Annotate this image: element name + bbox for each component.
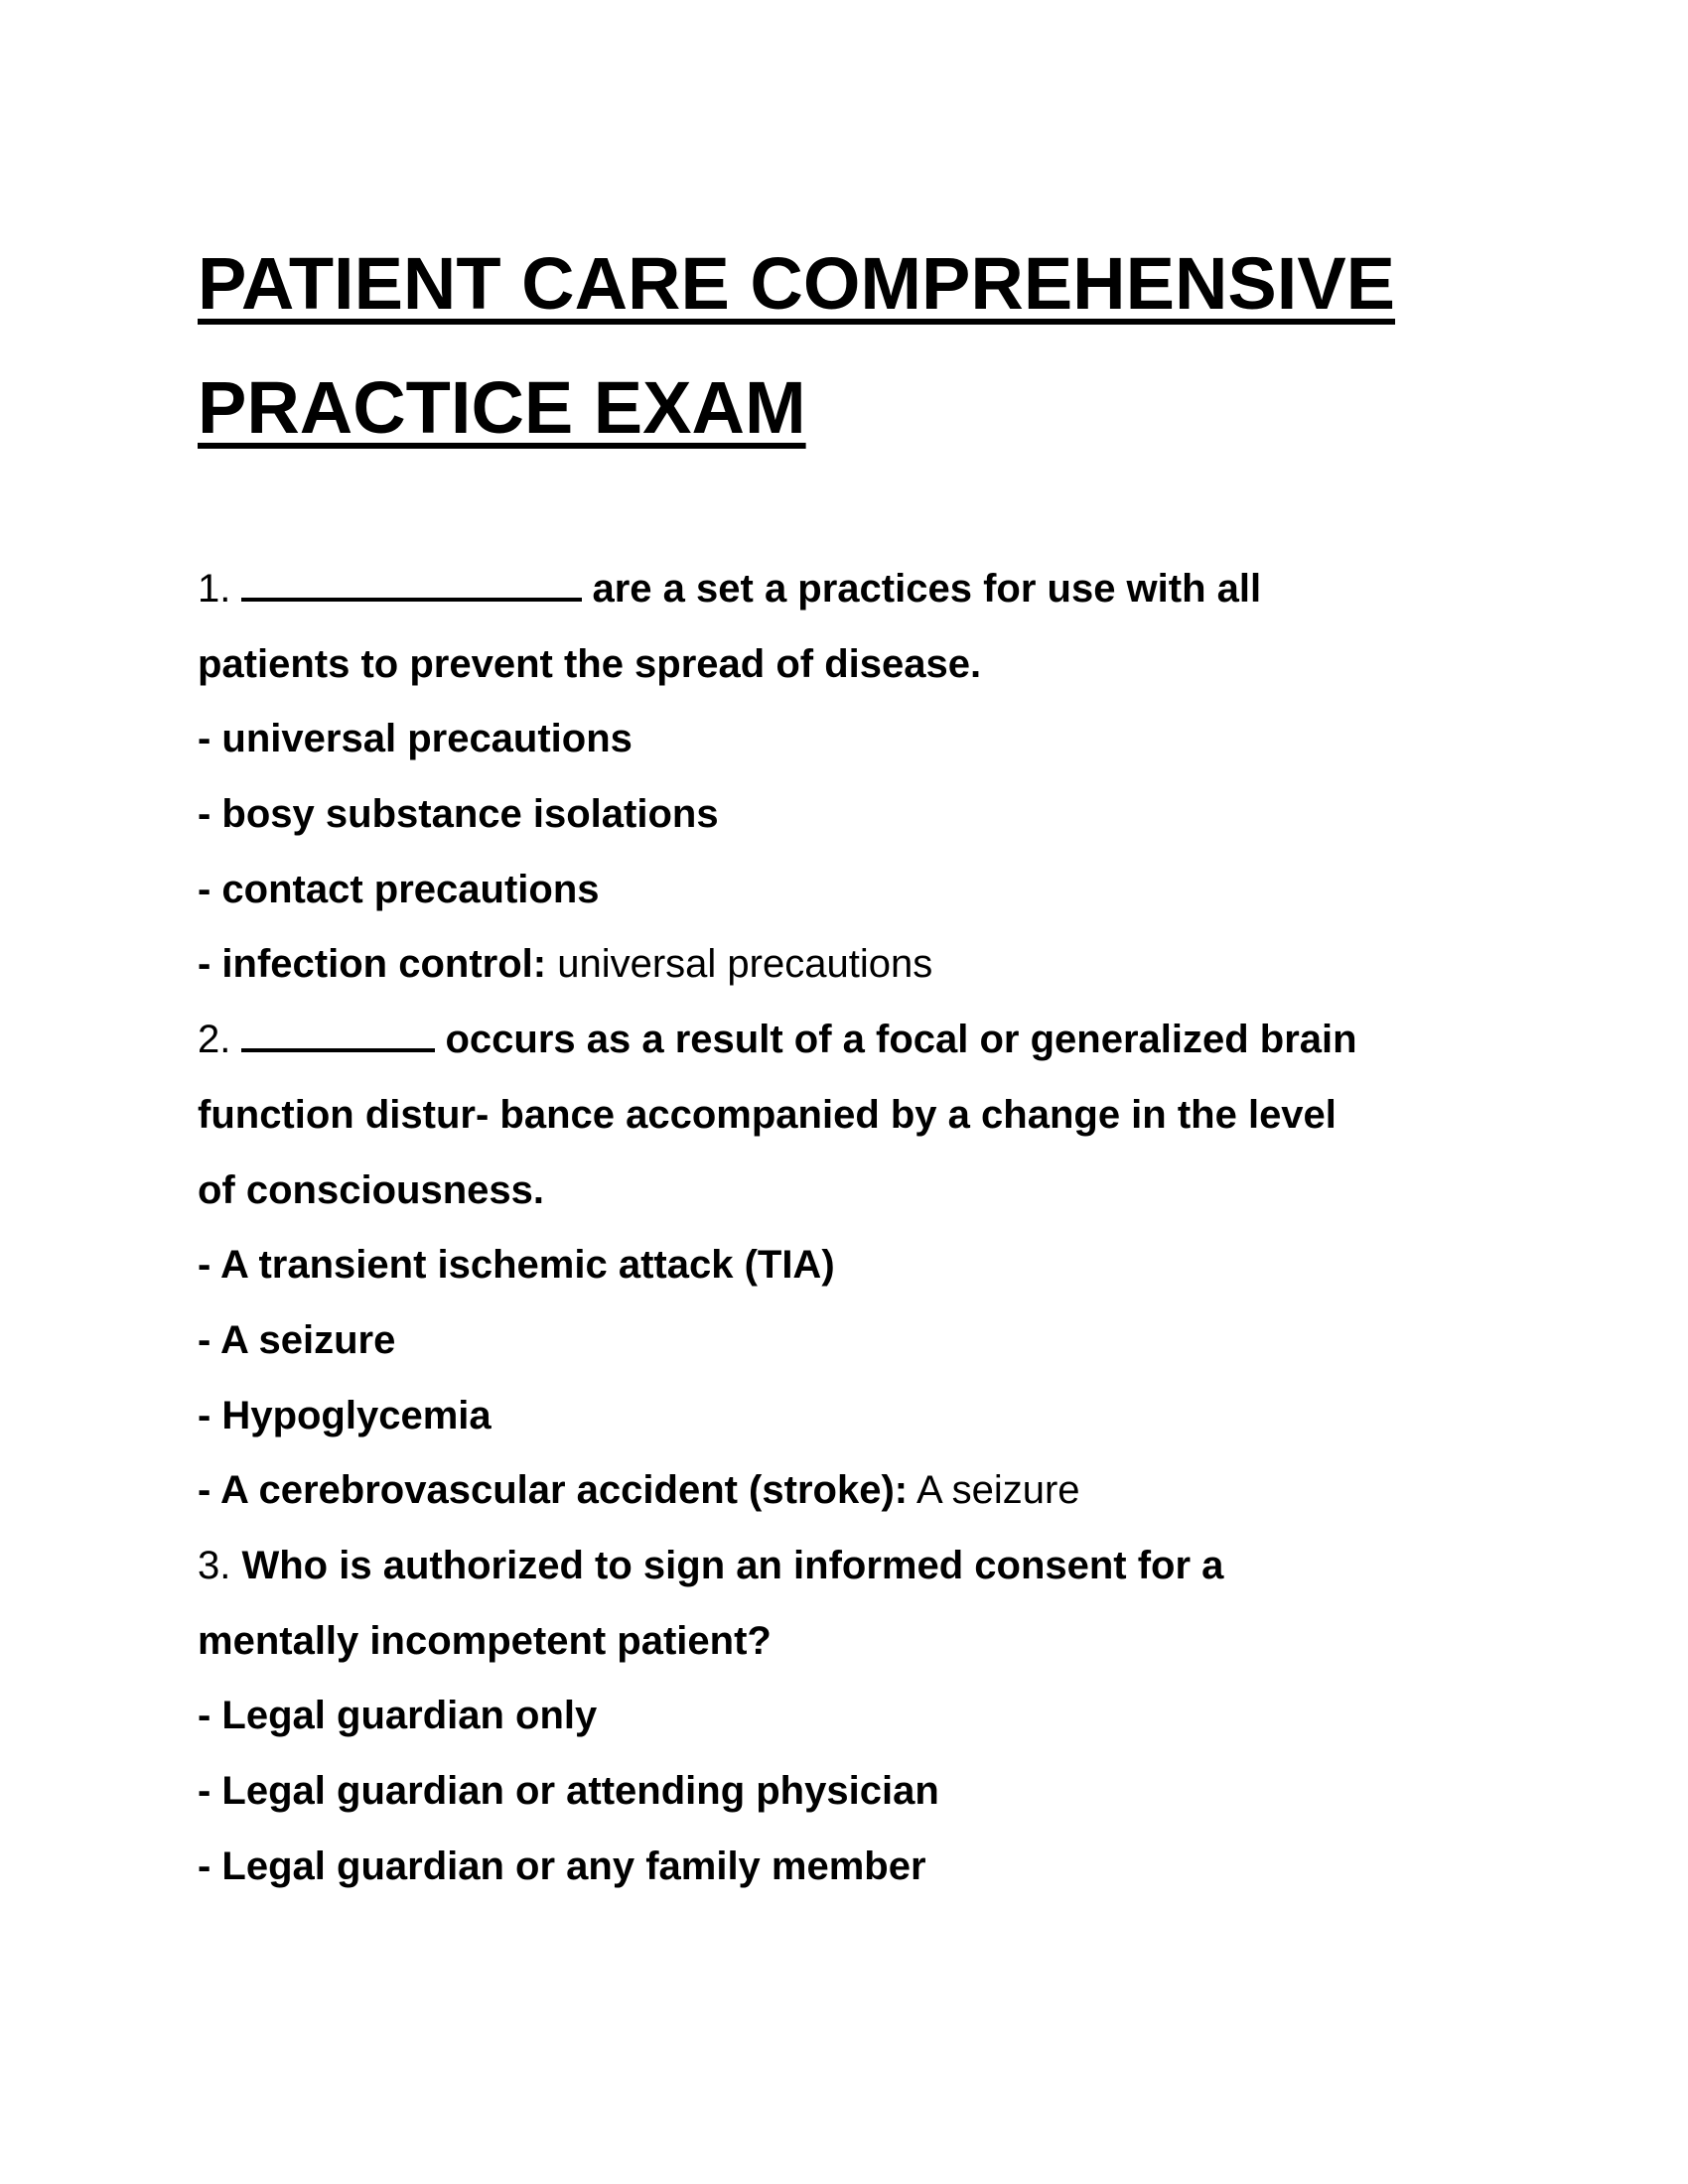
title-line-2: PRACTICE EXAM xyxy=(198,366,806,449)
option: - bosy substance isolations xyxy=(198,792,719,837)
option: - A transient ischemic attack (TIA) xyxy=(198,1243,835,1288)
question-text: patients to prevent the spread of disease. xyxy=(198,641,982,686)
document-title xyxy=(198,221,1395,470)
question-text: occurs as a result of a focal or generalized brain xyxy=(445,1018,1357,1062)
fill-in-blank xyxy=(241,1019,435,1052)
option: - Legal guardian or attending physician xyxy=(198,1769,939,1813)
option: - A seizure xyxy=(198,1317,396,1362)
option: - A cerebrovascular accident (stroke): xyxy=(198,1468,909,1513)
question-text: function distur- bance accompanied by a change in the level xyxy=(198,1092,1336,1137)
option-with-answer xyxy=(198,927,1357,1003)
answer: universal precautions xyxy=(557,942,933,987)
question-text: mentally incompetent patient? xyxy=(198,1618,772,1663)
answer: A seizure xyxy=(915,1468,1080,1513)
question-text: of consciousness. xyxy=(198,1167,544,1212)
question-number: 1. xyxy=(198,567,231,611)
title-line-1: PATIENT CARE COMPREHENSIVE xyxy=(198,242,1396,325)
question-number: 2. xyxy=(198,1018,231,1062)
option: - contact precautions xyxy=(198,867,600,911)
option-with-answer xyxy=(198,1453,1357,1529)
fill-in-blank xyxy=(241,568,582,602)
option: - infection control: xyxy=(198,942,547,987)
question-list xyxy=(198,552,1357,1904)
question-3-stem xyxy=(198,1529,1357,1604)
question-number: 3. xyxy=(198,1543,231,1587)
option: - Legal guardian or any family member xyxy=(198,1843,926,1888)
option: - Hypoglycemia xyxy=(198,1393,492,1437)
question-1-stem xyxy=(198,552,1357,627)
question-text: are a set a practices for use with all xyxy=(592,567,1262,611)
question-text: Who is authorized to sign an informed consent for a xyxy=(241,1543,1224,1587)
question-2-stem xyxy=(198,1003,1357,1078)
option: - universal precautions xyxy=(198,717,633,761)
option: - Legal guardian only xyxy=(198,1694,598,1738)
